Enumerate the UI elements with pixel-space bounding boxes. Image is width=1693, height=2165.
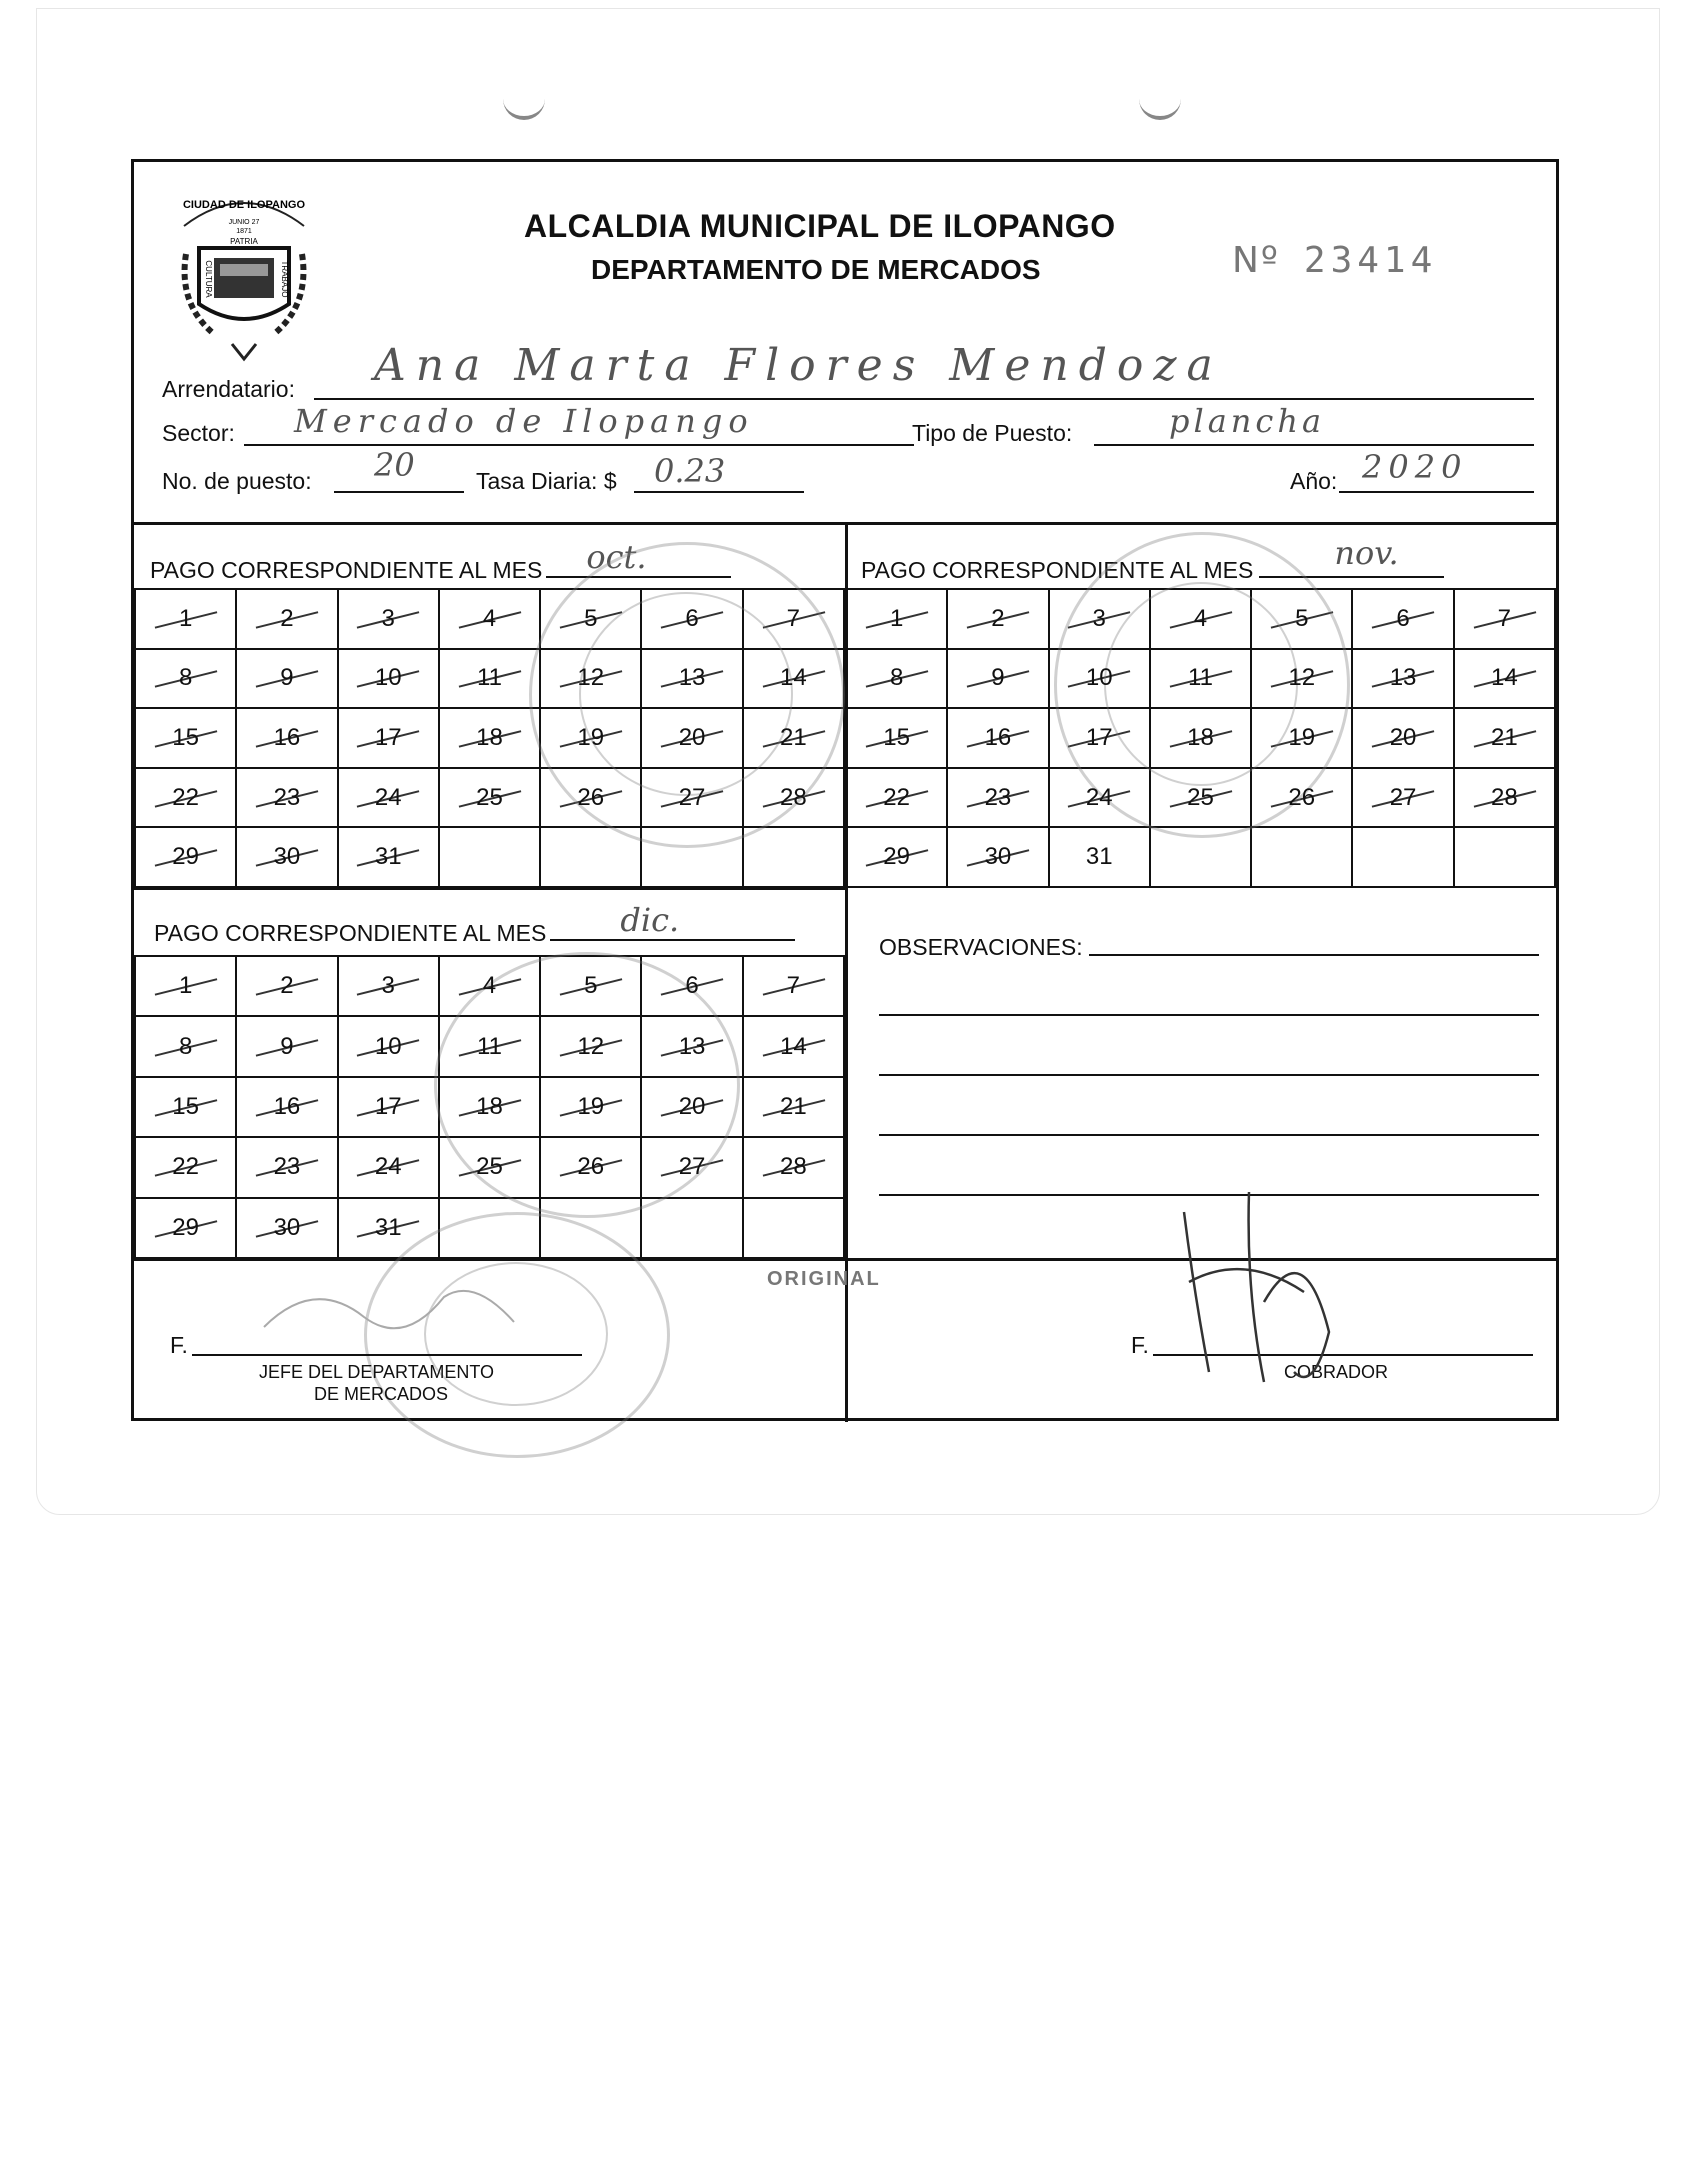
day-number: 26 — [577, 1153, 605, 1181]
day-cell-21 — [743, 1077, 844, 1137]
collector-signature — [1154, 1172, 1354, 1402]
day-cell-1 — [846, 589, 947, 649]
day-number: 19 — [577, 1092, 605, 1120]
month3-label: PAGO CORRESPONDIENTE AL MES — [154, 920, 547, 946]
month1-label: PAGO CORRESPONDIENTE AL MES — [150, 557, 543, 583]
day-number: 23 — [273, 783, 301, 811]
day-number: 9 — [280, 1032, 294, 1060]
day-number: 2 — [280, 604, 294, 632]
empty-cell — [743, 827, 844, 887]
day-cell-28 — [743, 1137, 844, 1197]
day-number: 23 — [273, 1153, 301, 1181]
day-number: 7 — [1497, 604, 1512, 632]
day-cell-27 — [1352, 768, 1453, 828]
tipo-label: Tipo de Puesto: — [912, 420, 1073, 446]
empty-cell — [1454, 827, 1555, 887]
sector-value: Mercado de Ilopango — [294, 402, 754, 440]
day-number: 18 — [476, 1092, 503, 1120]
day-cell-2 — [947, 589, 1048, 649]
day-number: 26 — [1288, 783, 1316, 811]
day-cell-15 — [135, 708, 236, 768]
day-number: 13 — [678, 1032, 706, 1060]
day-cell-20 — [1352, 708, 1453, 768]
day-number: 16 — [984, 723, 1012, 751]
signature-left-f: F. — [170, 1332, 188, 1358]
day-cell-31 — [338, 827, 439, 887]
day-number: 27 — [1389, 783, 1417, 811]
day-cell-17 — [338, 708, 439, 768]
day-number: 31 — [1085, 843, 1113, 871]
day-cell-16 — [947, 708, 1048, 768]
day-cell-8 — [846, 649, 947, 709]
jefe-line1: JEFE DEL DEPARTAMENTO — [259, 1362, 495, 1382]
department-signature — [254, 1267, 534, 1357]
day-cell-24 — [338, 768, 439, 828]
day-cell-8 — [135, 1016, 236, 1076]
anio-line — [1339, 491, 1534, 493]
day-cell-7 — [1454, 589, 1555, 649]
tasa-line — [634, 491, 804, 493]
day-number: 24 — [374, 783, 402, 811]
day-number: 23 — [984, 783, 1012, 811]
day-cell-23 — [947, 768, 1048, 828]
day-cell-22 — [846, 768, 947, 828]
sector-line — [244, 444, 914, 446]
day-number: 12 — [577, 1032, 605, 1060]
day-cell-3 — [338, 589, 439, 649]
day-cell-30 — [236, 827, 337, 887]
day-number: 9 — [280, 664, 294, 692]
cobrador-label: COBRADOR — [1284, 1362, 1389, 1382]
day-number: 25 — [476, 783, 503, 811]
seal-motto: PATRIA — [230, 237, 258, 246]
day-cell-9 — [236, 1016, 337, 1076]
day-number: 22 — [172, 1153, 199, 1181]
day-cell-9 — [236, 649, 337, 709]
day-cell-4 — [439, 589, 540, 649]
original-label: ORIGINAL — [767, 1268, 881, 1290]
seal-date: JUNIO 27 — [228, 219, 260, 226]
month2-value: nov. — [1334, 534, 1399, 572]
day-cell-29 — [135, 1198, 236, 1258]
day-number: 5 — [584, 604, 598, 632]
day-number: 22 — [172, 783, 199, 811]
day-number: 16 — [273, 1092, 301, 1120]
arrendatario-label: Arrendatario: — [162, 376, 295, 402]
month3-line — [550, 901, 795, 941]
day-number: 29 — [172, 1213, 199, 1241]
day-number: 31 — [374, 843, 402, 871]
form-subtitle: DEPARTAMENTO DE MERCADOS — [591, 254, 1041, 285]
day-number: 29 — [883, 843, 910, 871]
day-number: 17 — [374, 723, 402, 751]
day-cell-6 — [1352, 589, 1453, 649]
day-cell-11 — [439, 649, 540, 709]
day-number: 15 — [172, 723, 199, 751]
day-cell-22 — [135, 768, 236, 828]
arrendatario-value: Ana Marta Flores Mendoza — [374, 340, 1223, 391]
day-number: 25 — [476, 1153, 503, 1181]
puesto-line — [334, 491, 464, 493]
day-number: 11 — [1188, 664, 1213, 692]
seal-left-word: CULTURA — [204, 260, 213, 298]
day-cell-25 — [439, 768, 540, 828]
empty-cell — [439, 827, 540, 887]
day-cell-10 — [338, 1016, 439, 1076]
day-number: 2 — [280, 972, 294, 1000]
day-number: 3 — [1092, 604, 1106, 632]
day-cell-16 — [236, 1077, 337, 1137]
day-number: 22 — [883, 783, 910, 811]
day-number: 27 — [678, 783, 706, 811]
day-cell-14 — [743, 1016, 844, 1076]
day-number: 4 — [482, 972, 497, 1000]
day-number: 16 — [273, 723, 301, 751]
empty-cell — [743, 1198, 844, 1258]
day-cell-30 — [947, 827, 1048, 887]
day-number: 20 — [678, 723, 706, 751]
day-number: 30 — [273, 843, 301, 871]
day-number: 3 — [381, 972, 395, 1000]
day-cell-18 — [439, 708, 540, 768]
day-number: 8 — [178, 664, 193, 692]
day-number: 24 — [1085, 783, 1113, 811]
month3-value: dic. — [620, 901, 680, 939]
day-number: 6 — [685, 604, 699, 632]
day-number: 21 — [1490, 723, 1518, 751]
day-number: 5 — [584, 972, 598, 1000]
empty-cell — [1352, 827, 1453, 887]
day-cell-1 — [135, 589, 236, 649]
day-number: 27 — [678, 1153, 706, 1181]
month2-label: PAGO CORRESPONDIENTE AL MES — [861, 557, 1254, 583]
day-cell-21 — [1454, 708, 1555, 768]
day-number: 4 — [1193, 604, 1208, 632]
observaciones-line-4 — [879, 1134, 1539, 1136]
day-number: 19 — [1288, 723, 1316, 751]
day-number: 31 — [374, 1213, 402, 1241]
day-number: 11 — [477, 1032, 502, 1060]
day-cell-30 — [236, 1198, 337, 1258]
municipal-seal — [174, 184, 314, 369]
day-cell-29 — [135, 827, 236, 887]
day-cell-10 — [338, 649, 439, 709]
empty-cell — [1251, 827, 1352, 887]
day-cell-28 — [1454, 768, 1555, 828]
observaciones-line-2 — [879, 1014, 1539, 1016]
number-label: Nº — [1232, 240, 1280, 281]
day-cell-15 — [846, 708, 947, 768]
tasa-label: Tasa Diaria: $ — [476, 468, 617, 494]
day-number: 14 — [779, 1032, 807, 1060]
day-number: 26 — [577, 783, 605, 811]
seal-year: 1871 — [236, 228, 252, 235]
arrendatario-line — [314, 398, 1534, 400]
day-number: 13 — [678, 664, 706, 692]
day-number: 17 — [1085, 723, 1113, 751]
day-number: 6 — [1396, 604, 1410, 632]
day-cell-13 — [1352, 649, 1453, 709]
day-cell-24 — [338, 1137, 439, 1197]
form-title: ALCALDIA MUNICIPAL DE ILOPANGO — [524, 208, 1116, 244]
day-cell-22 — [135, 1137, 236, 1197]
day-number: 6 — [685, 972, 699, 1000]
day-number: 20 — [678, 1092, 706, 1120]
day-number: 25 — [1187, 783, 1214, 811]
puesto-label: No. de puesto: — [162, 468, 312, 494]
day-number: 24 — [374, 1153, 402, 1181]
jefe-line2: DE MERCADOS — [314, 1384, 449, 1404]
day-number: 3 — [381, 604, 395, 632]
seal-right-word: TRABAJO — [280, 260, 289, 298]
day-number: 12 — [577, 664, 605, 692]
day-number: 13 — [1389, 664, 1417, 692]
day-cell-31 — [1049, 827, 1150, 887]
day-number: 10 — [374, 1032, 402, 1060]
day-cell-8 — [135, 649, 236, 709]
day-cell-1 — [135, 956, 236, 1016]
day-number: 14 — [779, 664, 807, 692]
day-number: 28 — [779, 1153, 807, 1181]
day-number: 1 — [889, 604, 904, 632]
day-number: 18 — [476, 723, 503, 751]
day-cell-23 — [236, 1137, 337, 1197]
receipt-form — [131, 159, 1559, 1421]
tasa-value: 0.23 — [654, 452, 726, 490]
number-value: 23414 — [1303, 240, 1438, 281]
day-cell-2 — [236, 956, 337, 1016]
day-number: 5 — [1295, 604, 1309, 632]
day-number: 15 — [883, 723, 910, 751]
day-number: 19 — [577, 723, 605, 751]
anio-label: Año: — [1290, 468, 1338, 494]
day-cell-16 — [236, 708, 337, 768]
day-number: 8 — [178, 1032, 193, 1060]
observaciones-line-1 — [1089, 954, 1539, 956]
day-cell-7 — [743, 956, 844, 1016]
day-number: 20 — [1389, 723, 1417, 751]
day-cell-29 — [846, 827, 947, 887]
puesto-value: 20 — [374, 446, 415, 484]
day-cell-3 — [338, 956, 439, 1016]
day-number: 21 — [779, 1092, 807, 1120]
day-number: 18 — [1187, 723, 1214, 751]
day-number: 15 — [172, 1092, 199, 1120]
day-number: 30 — [984, 843, 1012, 871]
day-number: 8 — [889, 664, 904, 692]
day-cell-17 — [338, 1077, 439, 1137]
day-cell-2 — [236, 589, 337, 649]
seal-title: CIUDAD DE ILOPANGO — [182, 199, 306, 211]
day-number: 14 — [1490, 664, 1518, 692]
day-number: 10 — [1085, 664, 1113, 692]
day-number: 9 — [991, 664, 1005, 692]
empty-cell — [641, 1198, 742, 1258]
signature-right-f: F. — [1131, 1332, 1149, 1358]
day-number: 28 — [1490, 783, 1518, 811]
day-number: 4 — [482, 604, 497, 632]
day-number: 21 — [779, 723, 807, 751]
day-number: 10 — [374, 664, 402, 692]
day-number: 29 — [172, 843, 199, 871]
observaciones-line-3 — [879, 1074, 1539, 1076]
month1-value: oct. — [586, 538, 647, 576]
day-cell-23 — [236, 768, 337, 828]
tipo-value: plancha — [1169, 402, 1326, 440]
month3-title — [154, 901, 795, 947]
day-number: 1 — [178, 604, 193, 632]
day-cell-15 — [135, 1077, 236, 1137]
observaciones-label: OBSERVACIONES: — [879, 934, 1083, 960]
day-number: 7 — [786, 604, 801, 632]
day-cell-9 — [947, 649, 1048, 709]
day-cell-14 — [1454, 649, 1555, 709]
day-number: 12 — [1288, 664, 1316, 692]
anio-value: 2020 — [1362, 448, 1468, 486]
day-number: 30 — [273, 1213, 301, 1241]
sector-label: Sector: — [162, 420, 235, 446]
day-number: 17 — [374, 1092, 402, 1120]
day-number: 11 — [477, 664, 502, 692]
day-number: 1 — [178, 972, 193, 1000]
day-number: 2 — [991, 604, 1005, 632]
day-number: 7 — [786, 972, 801, 1000]
serial-number — [1232, 240, 1437, 281]
day-number: 28 — [779, 783, 807, 811]
tipo-line — [1094, 444, 1534, 446]
